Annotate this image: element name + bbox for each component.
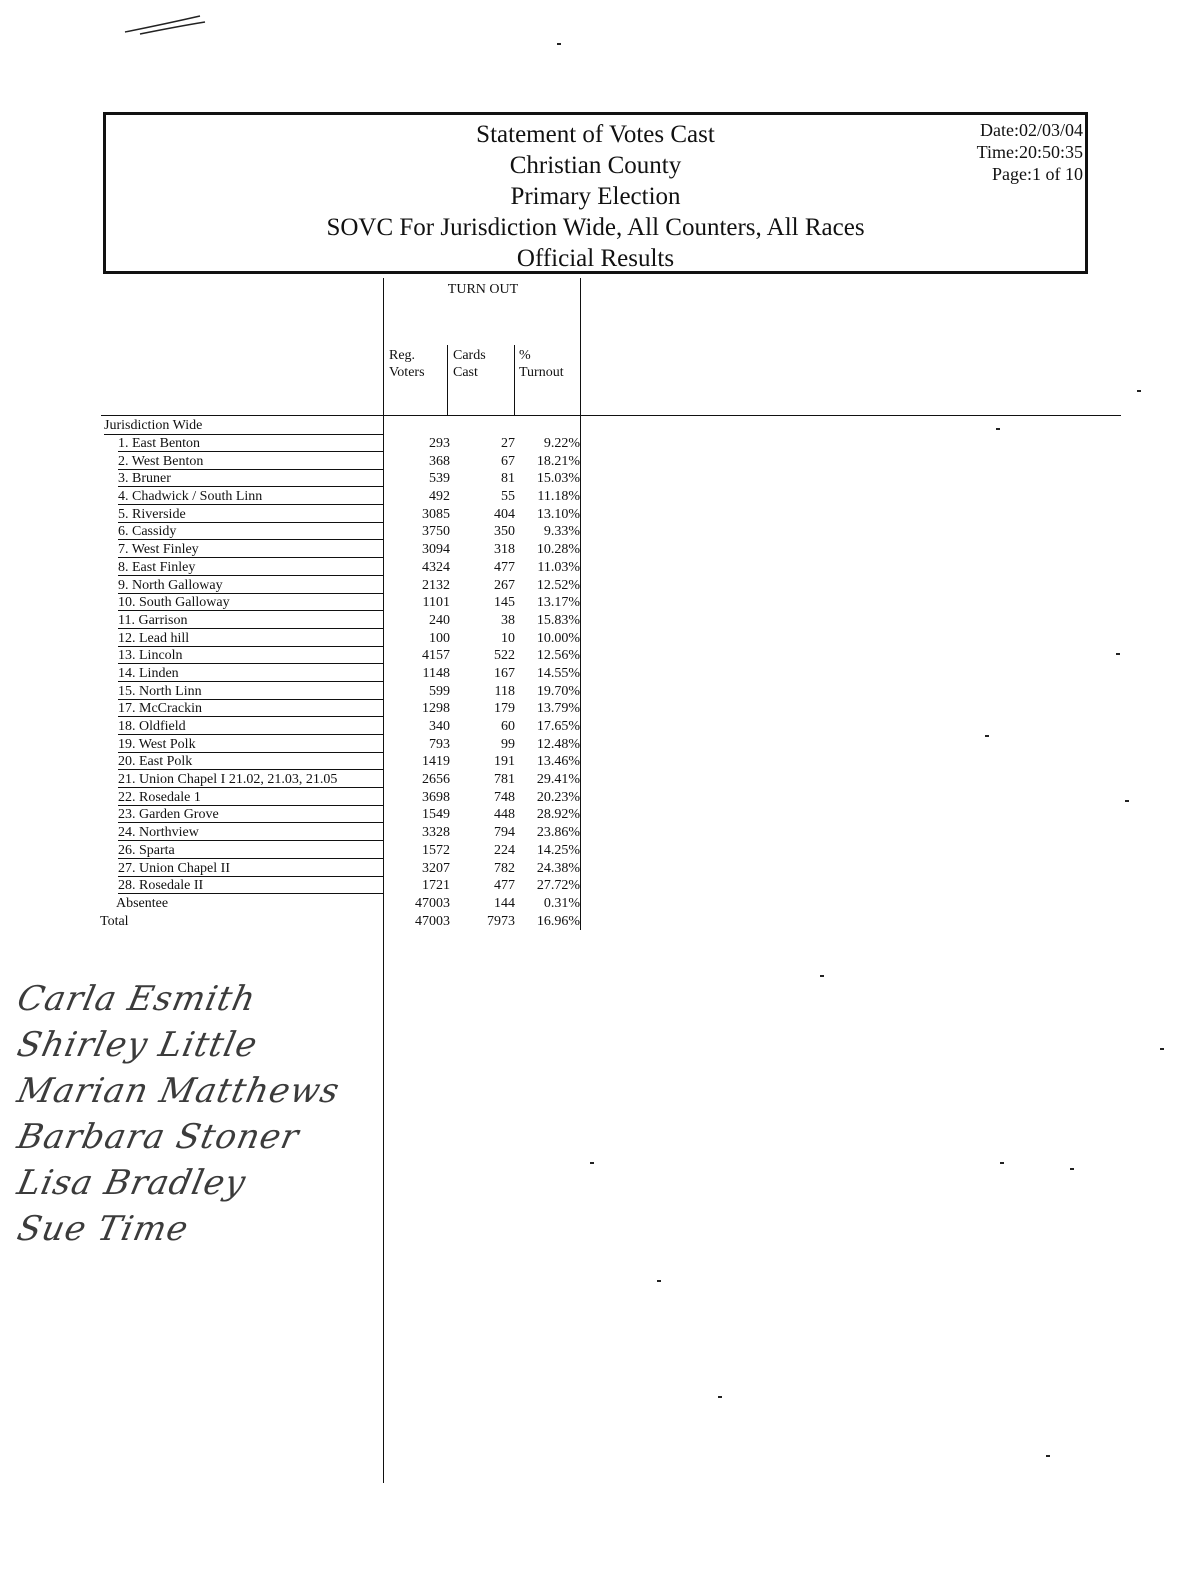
- scan-speck: [996, 428, 1000, 430]
- scan-speck: [1137, 390, 1141, 392]
- pct-turnout-cell: 13.10%: [536, 506, 580, 522]
- pct-turnout-cell: 29.41%: [536, 772, 580, 788]
- col-header-pct-turnout: [519, 347, 564, 381]
- pct-turnout-cell: 12.56%: [536, 648, 580, 664]
- precinct-name: 18. Oldfield: [118, 718, 384, 735]
- col-header-line: Turnout: [519, 365, 564, 380]
- pct-turnout-cell: 13.79%: [536, 701, 580, 717]
- reg-voters-cell: 1721: [422, 878, 450, 894]
- cards-cast-cell: 191: [494, 754, 515, 770]
- scan-speck: [718, 1396, 722, 1398]
- scan-speck: [1070, 1168, 1074, 1170]
- turnout-group-label: TURN OUT: [447, 282, 519, 297]
- precinct-name: Total: [100, 913, 129, 929]
- table-row: [100, 488, 582, 506]
- title-line: Primary Election: [510, 183, 681, 210]
- scan-speck: [820, 975, 824, 977]
- report-time: Time:20:50:35: [976, 142, 1083, 162]
- cards-cast-cell: 477: [494, 559, 515, 575]
- cards-cast-cell: 81: [501, 471, 515, 487]
- reg-voters-cell: 240: [429, 612, 450, 628]
- scan-speck: [985, 735, 989, 737]
- col-header-line: Reg.: [389, 348, 416, 363]
- precinct-name: 14. Linden: [118, 665, 384, 682]
- table-row: [100, 523, 582, 541]
- scan-speck: [657, 1280, 661, 1282]
- reg-voters-cell: 3328: [422, 825, 450, 841]
- cards-cast-cell: 38: [501, 612, 515, 628]
- total-row: [100, 913, 582, 931]
- pct-turnout-cell: 16.96%: [536, 913, 580, 929]
- pct-turnout-cell: 12.48%: [536, 736, 580, 752]
- table-row: [100, 877, 582, 895]
- table-row: [100, 506, 582, 524]
- pct-turnout-cell: 10.28%: [536, 542, 580, 558]
- table-row: [100, 665, 582, 683]
- table-row: [100, 541, 582, 559]
- precinct-name: Absentee: [116, 895, 169, 911]
- pct-turnout-cell: 15.83%: [536, 612, 580, 628]
- reg-voters-cell: 47003: [415, 913, 450, 929]
- col-header-line: %: [519, 348, 531, 363]
- cards-cast-cell: 782: [494, 860, 515, 876]
- scan-speck: [1000, 1162, 1004, 1164]
- reg-voters-cell: 1148: [422, 665, 450, 681]
- cards-cast-cell: 99: [501, 736, 515, 752]
- cards-cast-cell: 318: [494, 542, 515, 558]
- precinct-name: 23. Garden Grove: [118, 806, 384, 823]
- cards-cast-cell: 179: [494, 701, 515, 717]
- table-row: [100, 470, 582, 488]
- precinct-name: 3. Bruner: [118, 470, 384, 487]
- pct-turnout-cell: 23.86%: [536, 825, 580, 841]
- table-row: [100, 559, 582, 577]
- reg-voters-cell: 3698: [422, 789, 450, 805]
- table-row: [100, 824, 582, 842]
- col-header-line: Voters: [389, 365, 425, 380]
- reg-voters-cell: 368: [429, 453, 450, 469]
- reg-voters-cell: 3094: [422, 542, 450, 558]
- precinct-name: 20. East Polk: [118, 753, 384, 770]
- pct-turnout-cell: 20.23%: [536, 789, 580, 805]
- precinct-name: 13. Lincoln: [118, 647, 384, 664]
- scan-speck: [1046, 1455, 1050, 1457]
- table-row: [100, 453, 582, 471]
- reg-voters-cell: 2656: [422, 772, 450, 788]
- cards-cast-cell: 224: [494, 842, 515, 858]
- table-row: [100, 577, 582, 595]
- cards-cast-cell: 781: [494, 772, 515, 788]
- pct-turnout-cell: 19.70%: [536, 683, 580, 699]
- pct-turnout-cell: 9.22%: [543, 436, 580, 451]
- reg-voters-cell: 492: [429, 489, 450, 505]
- cards-cast-cell: 60: [501, 719, 515, 734]
- scan-speck: [1160, 1048, 1164, 1050]
- table-row: [100, 700, 582, 718]
- cards-cast-cell: 404: [494, 506, 515, 522]
- cards-cast-cell: 748: [494, 789, 515, 805]
- precinct-name: 5. Riverside: [118, 506, 384, 523]
- reg-voters-cell: 293: [429, 436, 450, 451]
- reg-voters-cell: 2132: [422, 577, 450, 593]
- cards-cast-cell: 145: [494, 595, 515, 611]
- signature: Sue Time: [13, 1209, 193, 1249]
- reg-voters-cell: 1101: [422, 595, 450, 611]
- col-header-line: Cards: [453, 348, 486, 363]
- signature: Barbara Stoner: [13, 1117, 303, 1157]
- pct-turnout-cell: 24.38%: [536, 860, 580, 876]
- title-line: Statement of Votes Cast: [476, 121, 715, 148]
- cards-cast-cell: 350: [494, 524, 515, 540]
- precinct-name: 8. East Finley: [118, 559, 384, 576]
- signature: Lisa Bradley: [13, 1163, 250, 1203]
- signatures: [13, 976, 368, 1252]
- table-row: [100, 789, 582, 807]
- reg-voters-cell: 3207: [422, 860, 450, 876]
- reg-voters-cell: 1549: [422, 807, 450, 823]
- table-row: [100, 594, 582, 612]
- title-line: Christian County: [509, 152, 682, 179]
- pct-turnout-cell: 10.00%: [536, 630, 580, 646]
- precinct-name: 17. McCrackin: [118, 700, 384, 717]
- scribble-mark: [120, 10, 210, 40]
- reg-voters-cell: 340: [429, 719, 450, 734]
- pct-turnout-cell: 14.25%: [536, 842, 580, 858]
- table-row: [100, 736, 582, 754]
- table-row: [100, 435, 582, 453]
- report-header: [103, 112, 1088, 274]
- pct-turnout-cell: 14.55%: [536, 665, 580, 681]
- reg-voters-cell: 4157: [422, 648, 450, 664]
- pct-turnout-cell: 18.21%: [536, 453, 580, 469]
- precinct-name: 2. West Benton: [118, 453, 384, 470]
- reg-voters-cell: 3085: [422, 506, 450, 522]
- pct-turnout-cell: 9.33%: [543, 524, 580, 540]
- table-row: [100, 612, 582, 630]
- precinct-name: 9. North Galloway: [118, 577, 384, 594]
- reg-voters-cell: 1572: [422, 842, 450, 858]
- table-row: [100, 842, 582, 860]
- precinct-name: 28. Rosedale II: [118, 877, 384, 894]
- cards-cast-cell: 522: [494, 648, 515, 664]
- pct-turnout-cell: 11.03%: [537, 559, 580, 575]
- cards-cast-cell: 267: [494, 577, 515, 593]
- jurisdiction-label: Jurisdiction Wide: [104, 417, 384, 435]
- signature: Carla Esmith: [13, 979, 260, 1019]
- table-row: [100, 806, 582, 824]
- cards-cast-cell: 448: [494, 807, 515, 823]
- cards-cast-cell: 10: [501, 630, 515, 646]
- pct-turnout-cell: 17.65%: [536, 719, 580, 734]
- table-row: [100, 647, 582, 665]
- report-title: [106, 119, 1085, 274]
- precinct-name: 7. West Finley: [118, 541, 384, 558]
- cards-cast-cell: 67: [501, 453, 515, 469]
- report-meta: [977, 119, 1083, 185]
- cards-cast-cell: 118: [494, 683, 515, 699]
- title-line: Official Results: [516, 245, 675, 272]
- precinct-name: 6. Cassidy: [118, 523, 384, 540]
- precinct-name: 15. North Linn: [118, 683, 384, 700]
- pct-turnout-cell: 15.03%: [536, 471, 580, 487]
- cards-cast-cell: 794: [494, 825, 515, 841]
- pct-turnout-cell: 27.72%: [536, 878, 580, 894]
- cards-cast-cell: 167: [494, 665, 515, 681]
- reg-voters-cell: 100: [429, 630, 450, 646]
- precinct-name: 1. East Benton: [118, 435, 384, 452]
- table-row: [100, 753, 582, 771]
- precinct-name: 26. Sparta: [118, 842, 384, 859]
- reg-voters-cell: 3750: [422, 524, 450, 540]
- header-rule: [101, 415, 1121, 416]
- table-row: [100, 683, 582, 701]
- table-row: [100, 630, 582, 648]
- scan-speck: [1116, 653, 1120, 655]
- precinct-name: 11. Garrison: [118, 612, 384, 629]
- reg-voters-cell: 47003: [415, 895, 450, 911]
- col-header-line: Cast: [453, 365, 478, 380]
- title-line: SOVC For Jurisdiction Wide, All Counters, All Races: [326, 214, 865, 241]
- results-table: [100, 435, 582, 930]
- cards-cast-cell: 477: [494, 878, 515, 894]
- cards-cast-cell: 27: [501, 436, 515, 451]
- table-row: [100, 860, 582, 878]
- pct-turnout-cell: 12.52%: [536, 577, 580, 593]
- reg-voters-cell: 599: [429, 683, 450, 699]
- pct-turnout-cell: 28.92%: [536, 807, 580, 823]
- reg-voters-cell: 1419: [422, 754, 450, 770]
- scan-speck: [1125, 800, 1129, 802]
- reg-voters-cell: 539: [429, 471, 450, 487]
- reg-voters-cell: 1298: [422, 701, 450, 717]
- col-header-cards-cast: [453, 347, 486, 381]
- divider-pct: [514, 345, 515, 415]
- scan-speck: [557, 43, 561, 45]
- precinct-name: 27. Union Chapel II: [118, 860, 384, 877]
- col-header-reg-voters: [389, 347, 425, 381]
- pct-turnout-cell: 13.17%: [536, 595, 580, 611]
- precinct-name: 21. Union Chapel I 21.02, 21.03, 21.05: [118, 771, 384, 788]
- reg-voters-cell: 793: [429, 736, 450, 752]
- precinct-name: 19. West Polk: [118, 736, 384, 753]
- reg-voters-cell: 4324: [422, 559, 450, 575]
- precinct-name: 24. Northview: [118, 824, 384, 841]
- table-row: [100, 771, 582, 789]
- pct-turnout-cell: 11.18%: [537, 489, 580, 505]
- pct-turnout-cell: 0.31%: [543, 895, 580, 911]
- precinct-name: 12. Lead hill: [118, 630, 384, 647]
- precinct-name: 10. South Galloway: [118, 594, 384, 611]
- cards-cast-cell: 144: [494, 895, 515, 911]
- precinct-name: 22. Rosedale 1: [118, 789, 384, 806]
- cards-cast-cell: 55: [501, 489, 515, 505]
- signature: Shirley Little: [13, 1025, 262, 1065]
- scan-speck: [590, 1162, 594, 1164]
- pct-turnout-cell: 13.46%: [536, 754, 580, 770]
- divider-cards: [447, 345, 448, 415]
- cards-cast-cell: 7973: [487, 913, 515, 929]
- precinct-name: 4. Chadwick / South Linn: [118, 488, 384, 505]
- signature: Marian Matthews: [13, 1071, 344, 1111]
- page-number: Page:1 of 10: [992, 164, 1083, 184]
- absentee-row: [100, 895, 582, 913]
- report-date: Date:02/03/04: [980, 120, 1083, 140]
- table-row: [100, 718, 582, 736]
